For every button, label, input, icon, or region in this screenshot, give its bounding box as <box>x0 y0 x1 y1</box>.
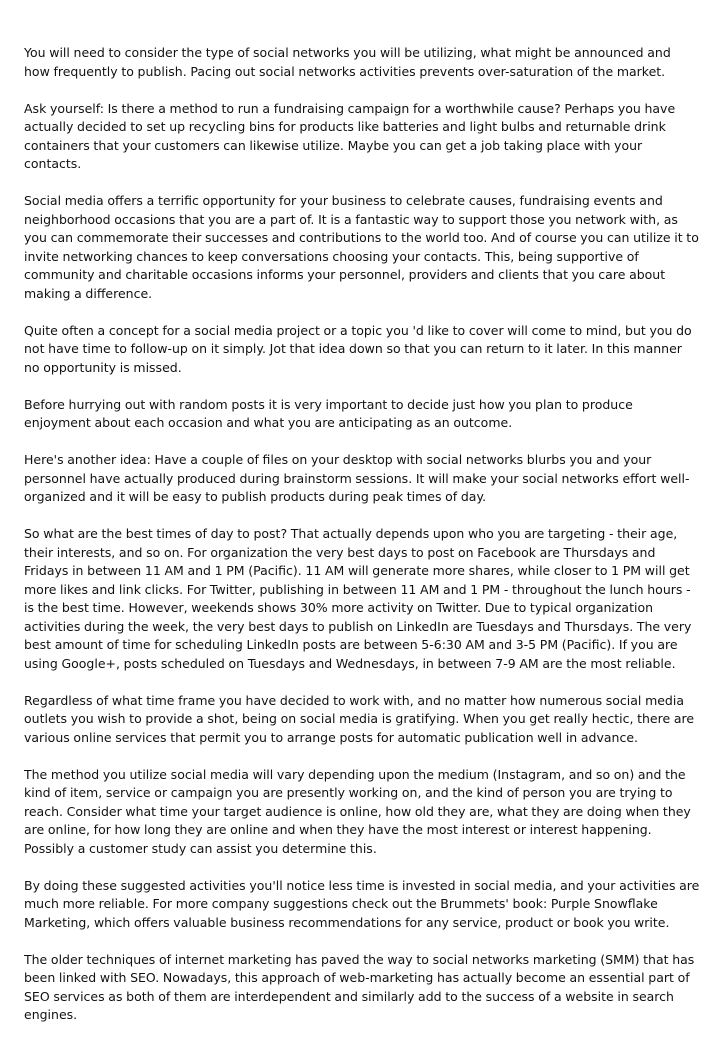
paragraph-10: By doing these suggested activities you'll notice less time is invested in social media, and your activities are much more reliable. For more company suggestions check out the Brummets' book: Purple Snowflake Marketing, which offers valuable business recommendations for any service, product or book you write. <box>24 877 700 930</box>
paragraph-5: Before hurrying out with random posts it is very important to decide just how you plan to produce enjoyment about each occasion and what you are anticipating as an outcome. <box>24 396 633 430</box>
paragraph-7: So what are the best times of day to post? That actually depends upon who you are targeting - their age, their interests, and so on. For organization the very best days to post on Facebook are Thursdays and Fridays in between 11 AM and 1 PM (Pacific). 11 AM will generate more shares, while closer to 1 PM will get more likes and link clicks. For Twitter, publishing in between 11 AM and 1 PM - throughout the lunch hours - is the best time. However, weekends shows 30% more activity on Twitter. Due to typical organization activities during the week, the very best days to publish on LinkedIn are Tuesdays and Thursdays. The very best amount of time for scheduling LinkedIn posts are between 5-6:30 AM and 3-5 PM (Pacific). If you are using Google+, posts scheduled on Tuesdays and Wednesdays, in between 7-9 AM are the most reliable. <box>24 526 692 671</box>
paragraph-6: Here's another idea: Have a couple of files on your desktop with social networks blurbs you and your personnel have actually produced during brainstorm sessions. It will make your social networks effort well-organized and it will be easy to publish products during peak times of day. <box>24 452 690 504</box>
paragraph-2: Ask yourself: Is there a method to run a fundraising campaign for a worthwhile cause? Perhaps you have actually decided to set up recycling bins for products like batteries and light bulbs and returnable drink containers that your customers can likewise utilize. Maybe you can get a job taking place with your contacts. <box>24 100 676 171</box>
document-body <box>24 44 700 1043</box>
paragraph-8: Regardless of what time frame you have decided to work with, and no matter how numerous social media outlets you wish to provide a shot, being on social media is gratifying. When you get really hectic, there are various online services that permit you to arrange posts for automatic publication well in advance. <box>24 692 695 745</box>
paragraph-3: Social media offers a terrific opportunity for your business to celebrate causes, fundraising events and neighborhood occasions that you are a part of. It is a fantastic way to support those you network with, as you can commemorate their successes and contributions to the world too. And of course you can utilize it to invite networking chances to keep conversations choosing your contacts. This, being supportive of community and charitable occasions informs your personnel, providers and clients that you care about making a difference. <box>24 193 699 301</box>
paragraph-9: The method you utilize social media will vary depending upon the medium (Instagram, and so on) and the kind of item, service or campaign you are presently working on, and the kind of person you are trying to reach. Consider what time your target audience is online, how old they are, what they are doing when they are online, for how long they are online and when they have the most interest or interest happening. Possibly a customer study can assist you determine this. <box>24 766 691 856</box>
paragraph-11: The older techniques of internet marketing has paved the way to social networks marketing (SMM) that has been linked with SEO. Nowadays, this approach of web-marketing has actually become an essential part of SEO services as both of them are interdependent and similarly add to the success of a website in search engines. <box>24 951 695 1022</box>
paragraph-4: Quite often a concept for a social media project or a topic you 'd like to cover will come to mind, but you do not have time to follow-up on it simply. Jot that idea down so that you can return to it later. In this manner no opportunity is missed. <box>24 322 692 375</box>
paragraph-1: You will need to consider the type of social networks you will be utilizing, what might be announced and how frequently to publish. Pacing out social networks activities prevents over-saturation of the market. <box>24 45 671 79</box>
